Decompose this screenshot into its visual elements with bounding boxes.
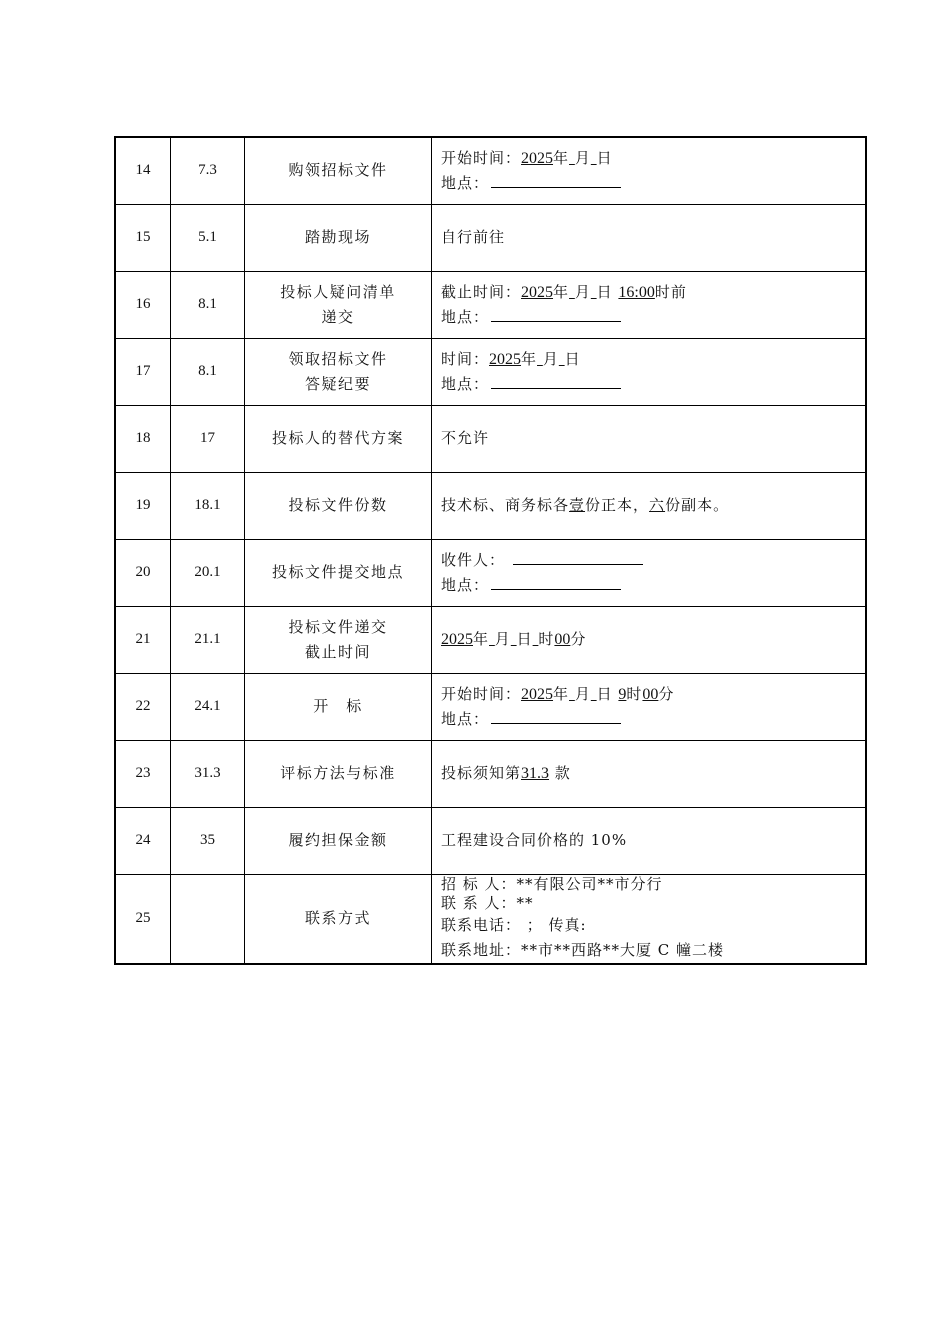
row-number: 21 [115,606,171,673]
item-name: 投标人的替代方案 [245,405,432,472]
contact-person: 联 系 人：** [441,893,534,912]
table-row [115,137,866,204]
item-name: 领取招标文件 答疑纪要 [245,338,432,405]
clause-number: 21.1 [171,606,245,673]
row-number: 25 [115,874,171,964]
item-name: 履约担保金额 [245,807,432,874]
item-name: 投标文件提交地点 [245,539,432,606]
clause-number: 20.1 [171,539,245,606]
item-content: 自行前往 [432,204,867,271]
blank-line [491,575,621,590]
table-row [115,204,866,271]
row-number: 17 [115,338,171,405]
row-number: 14 [115,137,171,204]
table-row [115,405,866,472]
table-row [115,338,866,405]
clause-number: 31.3 [171,740,245,807]
blank-line [491,173,621,188]
item-content: 不允许 [432,405,867,472]
row-number: 22 [115,673,171,740]
row-number: 24 [115,807,171,874]
table-row [115,606,866,673]
table-row [115,673,866,740]
blank-line [513,550,643,565]
clause-number: 5.1 [171,204,245,271]
table-row [115,874,866,964]
item-content: 2025年 月 日 时00分 [432,606,867,673]
blank-line [491,709,621,724]
clause-number: 17 [171,405,245,472]
clause-number: 8.1 [171,271,245,338]
table-row [115,271,866,338]
clause-number: 35 [171,807,245,874]
item-name: 联系方式 [245,874,432,964]
item-name: 投标人疑问清单 递交 [245,271,432,338]
contact-bidder: 招 标 人：**有限公司**市分行 [441,874,663,893]
item-name: 投标文件递交 截止时间 [245,606,432,673]
table-row [115,472,866,539]
item-name: 投标文件份数 [245,472,432,539]
clause-number: 8.1 [171,338,245,405]
bid-info-table [114,136,867,965]
clause-number: 7.3 [171,137,245,204]
item-name: 开 标 [245,673,432,740]
blank-line [491,374,621,389]
item-content: 技术标、商务标各壹份正本，六份副本。 [432,472,867,539]
item-content: 时间：2025年 月 日 地点： [432,338,867,405]
item-name: 评标方法与标准 [245,740,432,807]
contact-info [432,874,867,964]
item-content: 工程建设合同价格的 10% [432,807,867,874]
table-row [115,539,866,606]
blank-line [491,307,621,322]
row-number: 18 [115,405,171,472]
item-content: 开始时间：2025年 月 日 9时00分 地点： [432,673,867,740]
contact-address: 联系地址：**市**西路**大厦 C 幢二楼 [441,940,725,959]
row-number: 19 [115,472,171,539]
item-content: 收件人： 地点： [432,539,867,606]
item-content: 开始时间：2025年 月 日 地点： [432,137,867,204]
contact-phone: 联系电话： ； 传真: [441,915,587,934]
item-content: 投标须知第31.3 款 [432,740,867,807]
row-number: 20 [115,539,171,606]
item-content: 截止时间：2025年 月 日 16:00时前 地点： [432,271,867,338]
item-name: 购领招标文件 [245,137,432,204]
row-number: 23 [115,740,171,807]
clause-number [171,874,245,964]
row-number: 16 [115,271,171,338]
clause-number: 24.1 [171,673,245,740]
item-name: 踏勘现场 [245,204,432,271]
clause-number: 18.1 [171,472,245,539]
table-row [115,740,866,807]
table-row [115,807,866,874]
row-number: 15 [115,204,171,271]
